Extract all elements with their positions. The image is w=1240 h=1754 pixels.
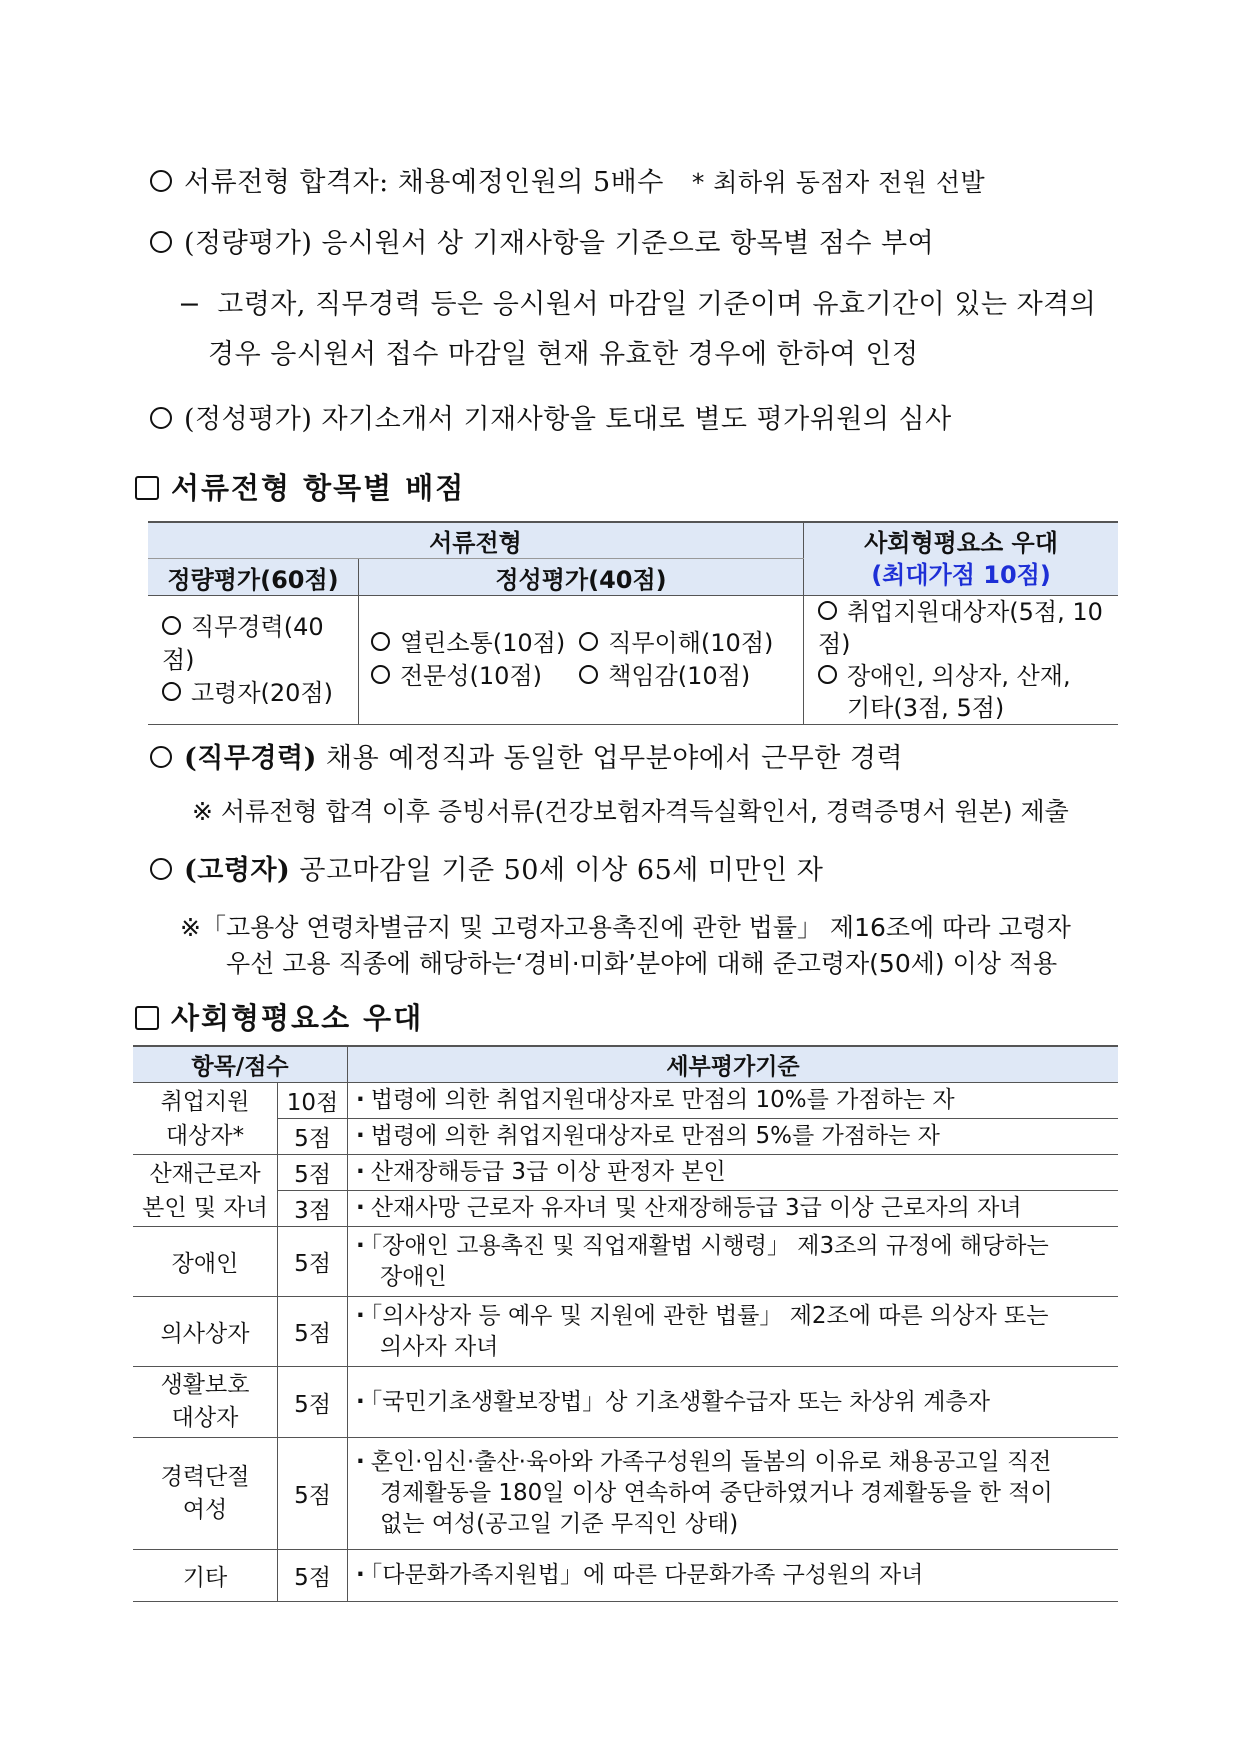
list-item xyxy=(818,596,1112,660)
qualitative-cell xyxy=(359,596,804,725)
score-cell: 5점 xyxy=(278,1227,348,1297)
criteria-cell: · 법령에 의한 취업지원대상자로 만점의 10%를 가점하는 자 xyxy=(356,1087,955,1113)
item-cell xyxy=(133,1083,278,1155)
table-row xyxy=(133,1083,1118,1119)
item-text: 대상자* xyxy=(165,1122,245,1149)
item-text: 고령자(20점) xyxy=(191,678,334,707)
score-cell: 10점 xyxy=(278,1083,348,1119)
criteria-cell: · 산재사망 근로자 유자녀 및 산재장해등급 3급 이상 근로자의 자녀 xyxy=(356,1195,1022,1221)
circle-icon xyxy=(818,601,837,620)
circle-icon xyxy=(579,665,598,684)
social-cell xyxy=(804,596,1119,725)
criteria-cell: · 산재장해등급 3급 이상 판정자 본인 xyxy=(356,1159,726,1185)
list-item xyxy=(371,660,565,693)
section-heading-scoring xyxy=(135,466,465,507)
table-row xyxy=(133,1155,1118,1191)
criteria-cell: · 「다문화가족지원법」에 따른 다문화가족 구성원의 자녀 xyxy=(356,1562,924,1588)
elderly-note-line1: ※「고용상 연령차별금지 및 고령자고용촉진에 관한 법률」 제16조에 따라 고령자 xyxy=(180,913,1071,942)
score-cell: 5점 xyxy=(278,1438,348,1550)
list-item xyxy=(579,627,773,660)
item-text: 대상자 xyxy=(171,1405,239,1431)
item-cell xyxy=(133,1438,278,1550)
bullet-elderly xyxy=(150,848,823,887)
table-row xyxy=(133,1367,1118,1438)
bullet-label: (고령자) xyxy=(184,855,291,886)
bullet-text: 응시원서 상 기재사항을 기준으로 항목별 점수 부여 xyxy=(321,228,935,259)
score-cell: 5점 xyxy=(278,1155,348,1191)
section-heading-social-equity xyxy=(135,996,423,1037)
table-row xyxy=(133,1438,1118,1550)
criteria-text: 「의사상자 등 예우 및 지원에 관한 법률」 제2조에 따른 의상자 또는 xyxy=(370,1302,1049,1329)
table-row xyxy=(133,1227,1118,1297)
square-bullet-icon xyxy=(135,476,159,500)
criteria-cell: · 법령에 의한 취업지원대상자로 만점의 5%를 가점하는 자 xyxy=(356,1123,940,1149)
sub-bullet-line2: 경우 응시원서 접수 마감일 현재 유효한 경우에 한하여 인정 xyxy=(208,339,919,370)
criteria-text: 「장애인 고용촉진 및 직업재활법 시행령」 제3조의 규정에 해당하는 xyxy=(370,1232,1049,1259)
criteria-text: 법령에 의한 취업지원대상자로 만점의 10%를 가점하는 자 xyxy=(370,1087,955,1113)
list-item-continued: 기타(3점, 5점) xyxy=(847,694,1005,722)
bullet-label: (정성평가) xyxy=(184,404,313,435)
item-text: 경력단절 xyxy=(160,1463,250,1490)
item-cell: 장애인 xyxy=(133,1227,278,1297)
circle-bullet-icon xyxy=(150,858,172,880)
bullet-qualitative xyxy=(150,397,952,436)
criteria-text: 산재장해등급 3급 이상 판정자 본인 xyxy=(370,1159,726,1185)
circle-icon xyxy=(162,682,181,701)
scoring-table xyxy=(148,521,1118,725)
table-row xyxy=(133,1297,1118,1367)
bullet-pass-ratio xyxy=(150,160,985,199)
sub-bullet-text: 고령자, 직무경력 등은 응시원서 마감일 기준이며 유효기간이 있는 자격의 xyxy=(217,289,1097,320)
criteria-text-continued: 경제활동을 180일 이상 연속하여 중단하였거나 경제활동을 한 적이 xyxy=(380,1480,1053,1506)
bullet-label: (정량평가) xyxy=(184,228,313,259)
sub-bullet-line1 xyxy=(178,282,1096,321)
item-text: 열린소통(10점) xyxy=(400,629,566,657)
elderly-note-line2: 우선 고용 직종에 해당하는‘경비·미화’분야에 대해 준고령자(50세) 이상 적용 xyxy=(226,949,1058,978)
header-quantitative: 정량평가(60점) xyxy=(148,559,359,596)
item-cell xyxy=(133,1155,278,1227)
criteria-text: 「국민기초생활보장법」상 기초생활수급자 또는 차상위 계층자 xyxy=(370,1388,990,1415)
dash-icon: − xyxy=(178,289,202,320)
criteria-text: 산재사망 근로자 유자녀 및 산재장해등급 3급 이상 근로자의 자녀 xyxy=(370,1195,1022,1221)
item-text: 생활보호 xyxy=(160,1372,250,1398)
bullet-note: * 최하위 동점자 전원 선발 xyxy=(691,168,986,197)
criteria-text: 혼인·임신·출산·육아와 가족구성원의 돌봄의 이유로 채용공고일 직전 xyxy=(370,1449,1052,1475)
bullet-quantitative xyxy=(150,221,934,260)
circle-icon xyxy=(162,616,181,635)
criteria-text-continued: 없는 여성(공고일 기준 무직인 상태) xyxy=(380,1511,739,1537)
header-qualitative: 정성평가(40점) xyxy=(359,559,804,596)
criteria-cell: · 「국민기초생활보장법」상 기초생활수급자 또는 차상위 계층자 xyxy=(356,1388,990,1415)
score-cell: 5점 xyxy=(278,1550,348,1602)
list-item xyxy=(818,660,1112,692)
item-text: 취업지원대상자(5점, 10점) xyxy=(818,598,1103,658)
bullet-career xyxy=(150,736,903,775)
career-note: ※ 서류전형 합격 이후 증빙서류(건강보험자격득실확인서, 경력증명서 원본) 제출 xyxy=(192,797,1069,826)
bullet-text: 서류전형 합격자: 채용예정인원의 5배수 xyxy=(184,167,664,198)
item-text: 장애인, 의상자, 산재, xyxy=(847,662,1071,690)
circle-bullet-icon xyxy=(150,407,172,429)
criteria-text-continued: 의사자 자녀 xyxy=(380,1333,499,1360)
score-cell: 5점 xyxy=(278,1297,348,1367)
circle-bullet-icon xyxy=(150,170,172,192)
list-item xyxy=(371,627,565,660)
item-text: 직무경력(40점) xyxy=(162,612,324,674)
circle-icon xyxy=(818,665,837,684)
header-social-title: 사회형평요소 우대 xyxy=(864,529,1058,557)
square-bullet-icon xyxy=(135,1006,159,1030)
score-cell: 3점 xyxy=(278,1191,348,1227)
item-text: 직무이해(10점) xyxy=(608,629,774,657)
quantitative-cell xyxy=(148,596,359,725)
social-equity-table xyxy=(133,1045,1118,1602)
criteria-cell: · 혼인·임신·출산·육아와 가족구성원의 돌봄의 이유로 채용공고일 직전 경제활동을 180일 이상 연속하여 중단하였거나 경제활동을 한 적이 없는 여성(공고일 기준 무직인 상태) xyxy=(348,1438,1119,1550)
bullet-text: 공고마감일 기준 50세 이상 65세 미만인 자 xyxy=(299,855,824,886)
header-document-screening: 서류전형 xyxy=(148,522,804,559)
item-cell: 의사상자 xyxy=(133,1297,278,1367)
item-cell xyxy=(133,1367,278,1438)
criteria-cell: · 「의사상자 등 예우 및 지원에 관한 법률」 제2조에 따른 의상자 또는 의사자 자녀 xyxy=(348,1297,1119,1367)
item-text: 취업지원 xyxy=(160,1088,250,1115)
header-social-equity xyxy=(804,522,1119,596)
table-row xyxy=(133,1550,1118,1602)
list-item xyxy=(579,660,773,693)
item-text: 전문성(10점) xyxy=(400,662,543,690)
table-row xyxy=(133,1191,1118,1227)
circle-icon xyxy=(579,632,598,651)
header-criteria: 세부평가기준 xyxy=(348,1046,1119,1083)
header-social-max: (최대가점 10점) xyxy=(871,561,1051,589)
item-text: 여성 xyxy=(182,1496,228,1523)
circle-bullet-icon xyxy=(150,746,172,768)
circle-bullet-icon xyxy=(150,231,172,253)
table-row xyxy=(133,1119,1118,1155)
bullet-label: (직무경력) xyxy=(184,743,317,774)
list-item xyxy=(162,677,352,710)
bullet-text: 자기소개서 기재사항을 토대로 별도 평가위원의 심사 xyxy=(321,404,952,435)
header-item-score: 항목/점수 xyxy=(133,1046,348,1083)
section-title: 서류전형 항목별 배점 xyxy=(171,471,466,505)
criteria-cell: · 「장애인 고용촉진 및 직업재활법 시행령」 제3조의 규정에 해당하는 장애인 xyxy=(348,1227,1119,1297)
item-text: 책임감(10점) xyxy=(608,662,751,690)
item-text: 본인 및 자녀 xyxy=(142,1194,268,1221)
criteria-text-continued: 장애인 xyxy=(380,1263,447,1290)
bullet-text: 채용 예정직과 동일한 업무분야에서 근무한 경력 xyxy=(325,743,904,774)
item-cell: 기타 xyxy=(133,1550,278,1602)
criteria-text: 법령에 의한 취업지원대상자로 만점의 5%를 가점하는 자 xyxy=(370,1123,940,1149)
section-title: 사회형평요소 우대 xyxy=(171,1001,424,1035)
list-item xyxy=(162,611,352,677)
item-text: 산재근로자 xyxy=(149,1160,261,1187)
circle-icon xyxy=(371,665,390,684)
criteria-text: 「다문화가족지원법」에 따른 다문화가족 구성원의 자녀 xyxy=(370,1562,924,1588)
score-cell: 5점 xyxy=(278,1119,348,1155)
circle-icon xyxy=(371,632,390,651)
score-cell: 5점 xyxy=(278,1367,348,1438)
